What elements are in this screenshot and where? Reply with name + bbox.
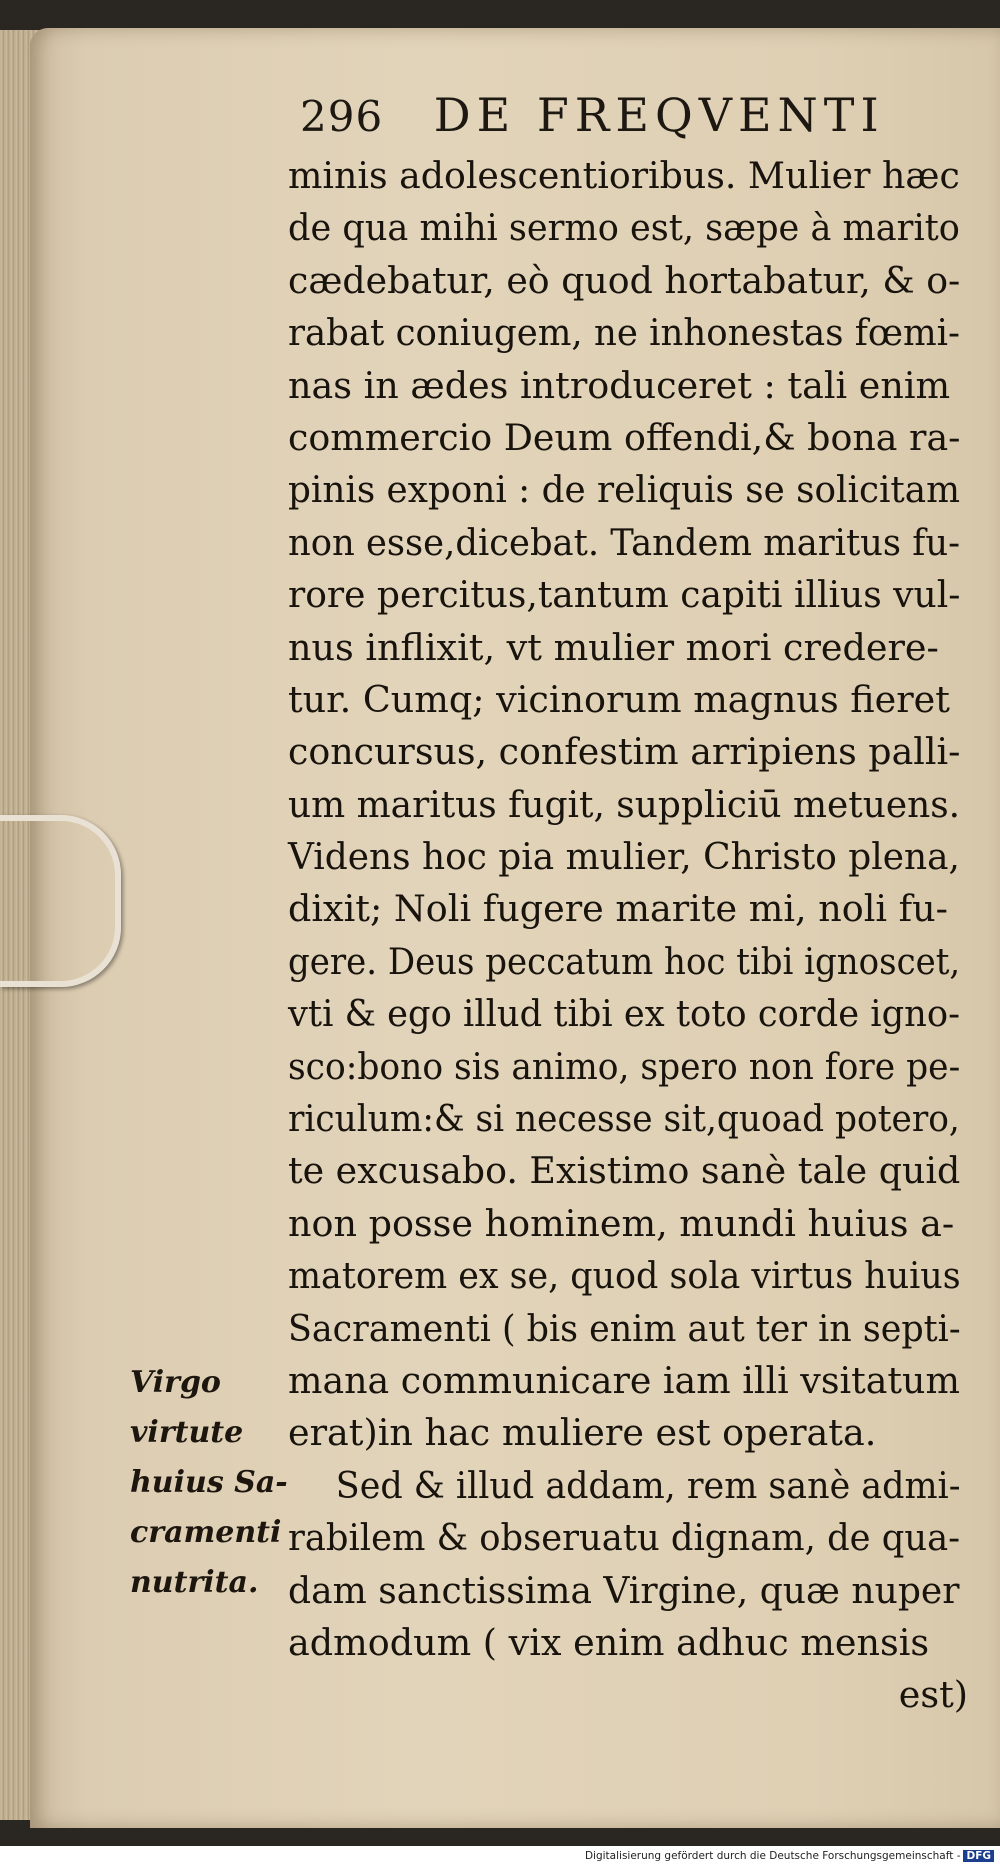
text-line: Sed & illud addam, rem sanè admi- bbox=[335, 1463, 961, 1507]
text-line: rabilem & obseruatu dignam, de qua- bbox=[288, 1516, 961, 1560]
text-line: sco:bono sis animo, spero non fore pe- bbox=[288, 1044, 961, 1088]
catchword: est) bbox=[898, 1673, 968, 1717]
dfg-logo: DFG bbox=[963, 1850, 994, 1862]
text-line: cædebatur, eò quod hortabatur, & o- bbox=[288, 258, 961, 302]
text-line: rabat coniugem, ne inhonestas fœmi- bbox=[288, 311, 961, 355]
marginal-note bbox=[130, 1358, 290, 1608]
page-clip bbox=[0, 815, 121, 987]
marginal-note-line: cramenti bbox=[130, 1515, 282, 1550]
text-line: matorem ex se, quod sola virtus huius bbox=[288, 1254, 961, 1298]
text-line: nus inflixit, vt mulier mori credere- bbox=[288, 625, 939, 669]
text-line: non posse hominem, mundi huius a- bbox=[288, 1201, 955, 1245]
page-number: 296 bbox=[300, 92, 384, 141]
footer-bar bbox=[0, 1846, 1000, 1867]
marginal-note-line: virtute bbox=[130, 1415, 244, 1450]
marginal-note-line: huius Sa- bbox=[130, 1465, 288, 1500]
text-line: dam sanctissima Virgine, quæ nuper bbox=[288, 1568, 960, 1612]
text-line: dixit; Noli fugere marite mi, noli fu- bbox=[288, 887, 948, 931]
text-line: Sacramenti ( bis enim aut ter in septi- bbox=[288, 1306, 961, 1350]
funding-credit bbox=[585, 1846, 1000, 1862]
text-line: nas in ædes introduceret : tali enim bbox=[288, 363, 951, 407]
text-line: concursus, confestim arripiens palli- bbox=[288, 730, 961, 774]
text-line: riculum:& si necesse sit,quoad potero, bbox=[288, 1097, 960, 1141]
text-line: pinis exponi : de reliquis se solicitam bbox=[288, 468, 961, 512]
text-line: mana communicare iam illi vsitatum bbox=[288, 1358, 960, 1402]
text-line: vti & ego illud tibi ex toto corde igno- bbox=[288, 992, 960, 1036]
text-line: de qua mihi sermo est, sæpe à marito bbox=[288, 206, 960, 250]
text-line: commercio Deum offendi,& bona ra- bbox=[288, 415, 961, 459]
text-line: Videns hoc pia mulier, Christo plena, bbox=[288, 835, 960, 879]
text-line: tur. Cumq; vicinorum magnus fieret bbox=[288, 677, 950, 721]
running-title: DE FREQVENTI bbox=[433, 88, 885, 142]
text-line: rore percitus,tantum capiti illius vul- bbox=[288, 573, 961, 617]
marginal-note-line: Virgo bbox=[130, 1365, 221, 1400]
body-text bbox=[288, 150, 968, 1722]
text-line: admodum ( vix enim adhuc mensis bbox=[288, 1620, 930, 1664]
text-line: minis adolescentioribus. Mulier hæc bbox=[288, 154, 960, 197]
marginal-note-line: nutrita. bbox=[130, 1565, 259, 1600]
text-line: non esse,dicebat. Tandem maritus fu- bbox=[288, 520, 961, 564]
text-line: um maritus fugit, suppliciū metuens. bbox=[288, 782, 961, 826]
text-line: te excusabo. Existimo sanè tale quid bbox=[288, 1149, 961, 1193]
text-line: erat)in hac muliere est operata. bbox=[288, 1411, 877, 1455]
funding-credit-text: Digitalisierung gefördert durch die Deutsche Forschungsgemeinschaft - bbox=[584, 1850, 961, 1862]
running-header bbox=[300, 88, 940, 148]
text-line: gere. Deus peccatum hoc tibi ignoscet, bbox=[288, 939, 961, 983]
